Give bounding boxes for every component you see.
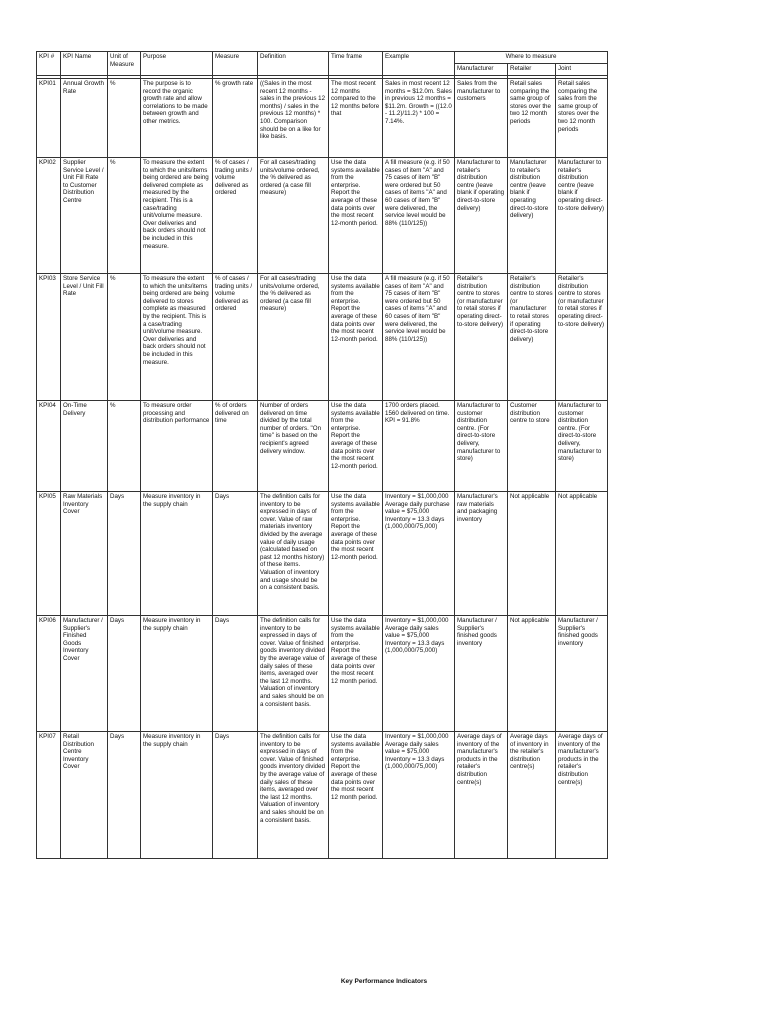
kpi-timeframe: Use the data systems available from the enterprise. Report the average of these data points over the most recent 12-month period. [329,401,383,492]
kpi-purpose: To measure the extent to which the units/items being ordered are being delivered complete as measured by the recipient. This is a case/trading unit/volume measure. Over deliveries and back orders should not be included in this measure. [141,158,213,274]
kpi-unit: Days [108,492,141,616]
header-kpi-name: KPI Name [61,52,108,76]
header-purpose: Purpose [141,52,213,76]
kpi-manufacturer: Sales from the manufacturer to customers [455,79,508,158]
kpi-definition: Number of orders delivered on time divided by the total number of orders. "On time" is based on the recipient's agreed delivery window. [258,401,329,492]
kpi-purpose: The purpose is to record the organic growth rate and allow correlations to be made between growth and other metrics. [141,79,213,158]
kpi-timeframe: The most recent 12 months compared to the 12 months before that [329,79,383,158]
header-manufacturer: Manufacturer [455,64,508,76]
header-row [37,52,608,64]
kpi-definition: For all cases/trading units/volume ordered, the % delivered as ordered (a case fill measure) [258,158,329,274]
kpi-definition: For all cases/trading units/volume ordered, the % delivered as ordered (a case fill measure) [258,274,329,401]
kpi-purpose: Measure inventory in the supply chain [141,616,213,732]
kpi-measure: Days [213,732,258,859]
kpi-id: KPI03 [37,274,61,401]
kpi-definition: The definition calls for inventory to be expressed in days of cover. Value of finished goods inventory divided by the average value of daily sales of these items, averaged over the last 12 months. Valuation of inventory and sales should be on a consistent basis. [258,732,329,859]
kpi-id: KPI05 [37,492,61,616]
kpi-example: A fill measure (e.g. if 50 cases of item "A" and 75 cases of item "B" were ordered but 50 cases of items "A" and 60 cases of item "B" were delivered, the service level would be 88% (110/125)) [383,274,455,401]
table-row [37,158,608,274]
header-retailer: Retailer [508,64,556,76]
kpi-name: On-Time Delivery [61,401,108,492]
header-example: Example [383,52,455,76]
kpi-retailer: Not applicable [508,616,556,732]
header-measure: Measure [213,52,258,76]
kpi-retailer: Customer distribution centre to store [508,401,556,492]
kpi-unit: % [108,79,141,158]
kpi-unit: % [108,274,141,401]
header-unit: Unit of Measure [108,52,141,76]
kpi-retailer: Not applicable [508,492,556,616]
kpi-name: Store Service Level / Unit Fill Rate [61,274,108,401]
header-where-to-measure: Where to measure [455,52,608,64]
kpi-name: Supplier Service Level / Unit Fill Rate to Customer Distribution Centre [61,158,108,274]
kpi-joint: Manufacturer to retailer's distribution centre (leave blank if operating direct-to-store delivery) [556,158,608,274]
kpi-example: Inventory = $1,000,000 Average daily sales value = $75,000 Inventory = 13.3 days (1,000,000/75,000) [383,616,455,732]
kpi-joint: Manufacturer to customer distribution centre. (For direct-to-store delivery, manufacturer to store) [556,401,608,492]
kpi-unit: Days [108,616,141,732]
kpi-definition: The definition calls for inventory to be expressed in days of cover. Value of raw materials inventory divided by the average value of daily usage (calculated based on past 12 months history) of these items. Valuation of inventory and usage should be on a consistent basis. [258,492,329,616]
kpi-manufacturer: Retailer's distribution centre to stores (or manufacturer to retail stores if operating direct-to-store delivery) [455,274,508,401]
kpi-definition: ((Sales in the most recent 12 months - sales in the previous 12 months) / sales in the previous 12 months) * 100. Comparison should be on a like for like basis. [258,79,329,158]
kpi-id: KPI07 [37,732,61,859]
kpi-retailer: Retail sales comparing the same group of stores over the two 12 month periods [508,79,556,158]
kpi-id: KPI04 [37,401,61,492]
kpi-unit: % [108,158,141,274]
kpi-joint: Retailer's distribution centre to stores (or manufacturer to retail stores if operating direct-to-store delivery) [556,274,608,401]
table-row [37,274,608,401]
kpi-name: Manufacturer / Supplier's Finished Goods Inventory Cover [61,616,108,732]
kpi-name: Annual Growth Rate [61,79,108,158]
kpi-table [36,51,608,859]
kpi-timeframe: Use the data systems available from the enterprise. Report the average of these data points over the most recent 12 month period. [329,732,383,859]
header-timeframe: Time frame [329,52,383,76]
kpi-name: Retail Distribution Centre Inventory Cover [61,732,108,859]
kpi-timeframe: Use the data systems available from the enterprise. Report the average of these data points over the most recent 12-month period. [329,274,383,401]
kpi-retailer: Average days of inventory in the retailer's distribution centre(s) [508,732,556,859]
table-row [37,492,608,616]
header-kpi-number: KPI # [37,52,61,76]
kpi-definition: The definition calls for inventory to be expressed in days of cover. Value of finished goods inventory divided by the average value of daily sales of these items, averaged over the last 12 months. Valuation of inventory and sales should be on a consistent basis. [258,616,329,732]
kpi-joint: Retail sales comparing the sales from the same group of stores over the two 12 month periods [556,79,608,158]
kpi-manufacturer: Manufacturer to customer distribution centre. (For direct-to-store delivery, manufacturer to store) [455,401,508,492]
kpi-id: KPI02 [37,158,61,274]
kpi-measure: % of cases / trading units / volume delivered as ordered [213,274,258,401]
kpi-retailer: Manufacturer to retailer's distribution centre (leave blank if operating direct-to-store delivery) [508,158,556,274]
kpi-measure: % of orders delivered on time [213,401,258,492]
kpi-example: A fill measure (e.g. if 50 cases of item "A" and 75 cases of item "B" were ordered but 50 cases of items "A" and 60 cases of item "B" were delivered, the service level would be 88% (110/125)) [383,158,455,274]
kpi-measure: % growth rate [213,79,258,158]
table-row [37,616,608,732]
table-row [37,401,608,492]
kpi-name: Raw Materials Inventory Cover [61,492,108,616]
kpi-joint: Manufacturer / Supplier's finished goods inventory [556,616,608,732]
kpi-measure: Days [213,492,258,616]
kpi-id: KPI01 [37,79,61,158]
kpi-unit: Days [108,732,141,859]
kpi-example: Sales in most recent 12 months = $12.0m. Sales in previous 12 months = $11.2m. Growth = ((12.0 - 11.2)/11.2) * 100 = 7.14%. [383,79,455,158]
kpi-timeframe: Use the data systems available from the enterprise. Report the average of these data points over the most recent 12 month period. [329,616,383,732]
kpi-id: KPI06 [37,616,61,732]
kpi-manufacturer: Manufacturer / Supplier's finished goods inventory [455,616,508,732]
kpi-joint: Average days of inventory of the manufacturer's products in the retailer's distribution centre(s) [556,732,608,859]
kpi-timeframe: Use the data systems available from the enterprise. Report the average of these data points over the most recent 12-month period. [329,158,383,274]
kpi-unit: % [108,401,141,492]
kpi-manufacturer: Manufacturer's raw materials and packaging inventory [455,492,508,616]
header-joint: Joint [556,64,608,76]
kpi-purpose: Measure inventory in the supply chain [141,732,213,859]
kpi-example: 1700 orders placed. 1560 delivered on time. KPI = 91.8% [383,401,455,492]
kpi-measure: Days [213,616,258,732]
page-footer: Key Performance Indicators [340,978,428,985]
kpi-purpose: To measure the extent to which the units/items being ordered are being delivered to stores complete as measured by the recipient. This is a case/trading unit/volume measure. Over deliveries and back orders should not be included in this measure. [141,274,213,401]
kpi-measure: % of cases / trading units / volume delivered as ordered [213,158,258,274]
kpi-timeframe: Use the data systems available from the enterprise. Report the average of these data points over the most recent 12-month period. [329,492,383,616]
table-row [37,79,608,158]
kpi-example: Inventory = $1,000,000 Average daily purchase value = $75,000 Inventory = 13.3 days (1,000,000/75,000) [383,492,455,616]
kpi-example: Inventory = $1,000,000 Average daily sales value = $75,000 Inventory = 13.3 days (1,000,000/75,000) [383,732,455,859]
kpi-manufacturer: Average days of inventory of the manufacturer's products in the retailer's distribution centre(s) [455,732,508,859]
kpi-purpose: To measure order processing and distribution performance [141,401,213,492]
kpi-retailer: Retailer's distribution centre to stores (or manufacturer to retail stores if operating direct-to-store delivery) [508,274,556,401]
header-definition: Definition [258,52,329,76]
table-row [37,732,608,859]
kpi-manufacturer: Manufacturer to retailer's distribution centre (leave blank if operating direct-to-store delivery) [455,158,508,274]
kpi-purpose: Measure inventory in the supply chain [141,492,213,616]
kpi-joint: Not applicable [556,492,608,616]
